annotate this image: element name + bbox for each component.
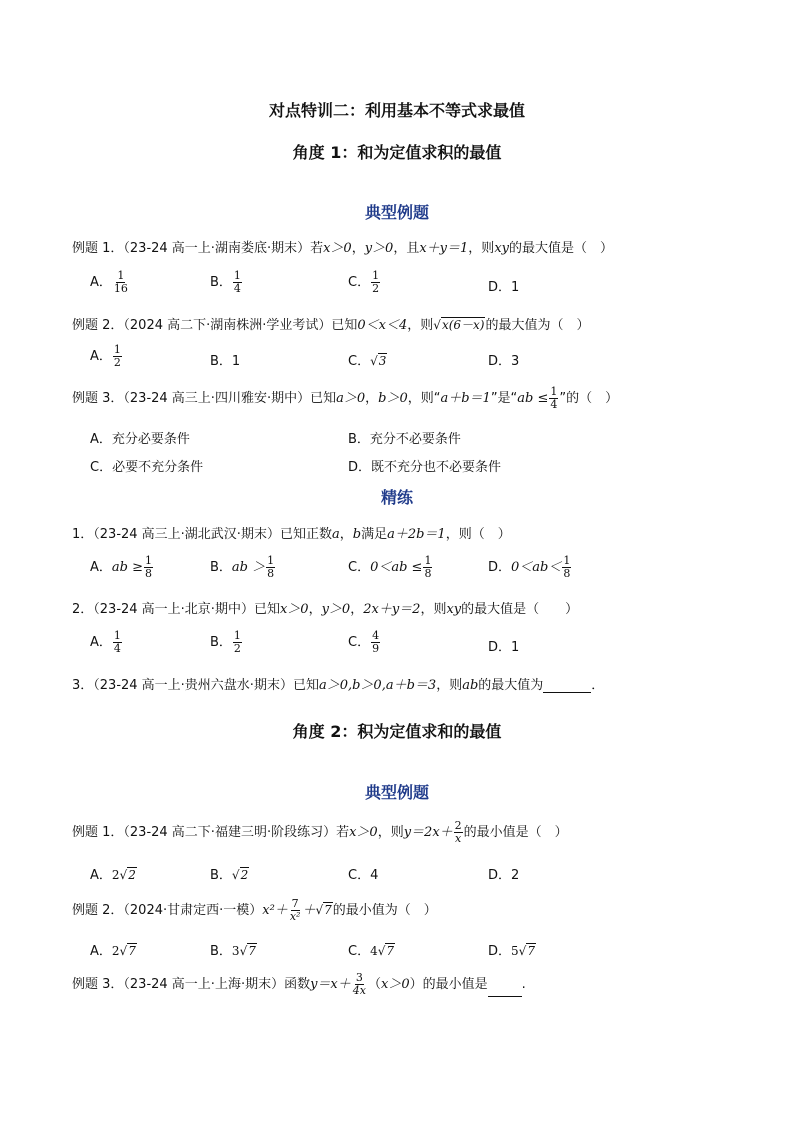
option-a: [90, 344, 123, 369]
a2-example-3: [72, 972, 526, 997]
question-text: 的最大值为: [478, 678, 544, 693]
option-label: D．: [488, 640, 512, 655]
math: a＞0: [336, 391, 366, 406]
coefficient: 5: [511, 944, 519, 958]
math: 2x＋y＝2: [363, 602, 421, 617]
question-text: 1．（23-24 高三上·湖北武汉·期末）已知正数: [72, 527, 332, 542]
math: y＝x＋: [310, 977, 351, 992]
practice-1: [72, 523, 511, 542]
option-b: [210, 350, 240, 369]
option-c: [348, 350, 387, 369]
option-text: 充分必要条件: [111, 432, 190, 447]
option-a: [90, 864, 137, 883]
a1-example-1: [72, 237, 613, 256]
option-d: [488, 276, 519, 295]
option-label: C．: [348, 354, 371, 369]
numerator: 1: [113, 343, 121, 356]
denominator: 8: [145, 567, 153, 580]
question-text: ，且: [393, 241, 420, 256]
option-a: [90, 555, 154, 580]
math: b＞0: [378, 391, 408, 406]
math: y＞0: [321, 602, 351, 617]
fraction: [113, 344, 122, 369]
angle2-examples-heading: 典型例题: [364, 783, 429, 802]
radical: √2: [231, 868, 249, 882]
question-text: ，: [365, 391, 379, 406]
question-text: 满足: [361, 527, 388, 542]
option-d: [348, 456, 501, 475]
denominator: 2: [372, 282, 380, 295]
option-label: A．: [90, 944, 112, 959]
math: a＞0,b＞0,a＋b＝3: [318, 678, 437, 693]
option-label: B．: [210, 560, 232, 575]
question-text: ”是“: [490, 391, 518, 406]
radical: √7: [315, 903, 332, 917]
denominator: 8: [424, 567, 432, 580]
practice-heading: 精练: [380, 488, 413, 507]
numerator: 1: [563, 554, 571, 567]
question-text: 例题 3．（23-24 高三上·四川雅安·期中）已知: [72, 391, 337, 406]
coefficient: 4: [370, 944, 378, 958]
fraction: [562, 555, 571, 580]
fraction: [423, 555, 432, 580]
denominator: 16: [113, 282, 128, 295]
question-text: 例题 3．（23-24 高一上·上海·期末）函数: [72, 977, 311, 992]
radicand: 3: [378, 354, 387, 368]
question-text: ，: [350, 602, 364, 617]
a1-example-2: [72, 314, 590, 333]
option-text: 3: [511, 354, 520, 369]
math: x＞0: [349, 825, 378, 840]
radicand: 7: [386, 944, 395, 958]
denominator: 8: [267, 567, 275, 580]
option-text: 1: [511, 640, 520, 655]
fraction: [371, 270, 380, 295]
option-c: [90, 456, 203, 475]
math: ab ≥: [111, 560, 144, 575]
question-text: 例题 1．（23-24 高二下·福建三明·阶段练习）若: [72, 825, 350, 840]
answer-blank[interactable]: [543, 692, 591, 693]
radical: √x(6－x): [433, 318, 485, 332]
option-c: [348, 555, 433, 580]
question-text: ，则: [436, 678, 463, 693]
denominator: 8: [563, 567, 571, 580]
option-text: 必要不充分条件: [112, 460, 204, 475]
practice-2: [72, 598, 578, 617]
option-a: [90, 630, 123, 655]
option-b: [348, 428, 461, 447]
math: 0＜ab＜: [511, 560, 562, 575]
fraction: [352, 972, 367, 997]
math: x＞0: [380, 977, 410, 992]
option-d: [488, 636, 519, 655]
question-text: ，则: [420, 602, 447, 617]
numerator: 1: [233, 269, 241, 282]
question-text: ，则: [468, 241, 495, 256]
radical: 5√7: [511, 944, 535, 958]
option-label: C．: [348, 560, 371, 575]
math: x²＋: [262, 903, 288, 918]
fraction: [113, 630, 122, 655]
option-label: B．: [210, 868, 232, 883]
numerator: 3: [355, 971, 363, 984]
denominator: x²: [289, 910, 301, 923]
option-label: D．: [348, 460, 372, 475]
question-text: ，则“: [407, 391, 441, 406]
option-b: [210, 270, 243, 295]
numerator: 1: [145, 554, 153, 567]
option-label: A．: [90, 432, 112, 447]
option-a: [90, 428, 190, 447]
option-label: B．: [210, 354, 232, 369]
a2-example-2: [72, 898, 437, 923]
math: xy: [446, 602, 462, 617]
question-text: ，: [339, 527, 353, 542]
radicand: 7: [527, 944, 535, 958]
fraction: [371, 630, 380, 655]
question-text: 例题 2．（2024·甘肃定西·一模）: [72, 903, 263, 918]
question-text: 的最大值为（ ）: [485, 318, 590, 333]
option-label: B．: [210, 635, 232, 650]
math: ab ＞: [231, 560, 266, 575]
math: a: [331, 527, 340, 542]
radical: 3√7: [231, 944, 256, 958]
question-text: ，则: [407, 318, 434, 333]
question-text: ”的（ ）: [559, 391, 619, 406]
option-a: [90, 940, 137, 959]
option-label: D．: [488, 944, 512, 959]
radical: 2√7: [111, 944, 136, 958]
angle1-heading: 角度 1：和为定值求积的最值: [292, 143, 502, 162]
option-c: [348, 940, 395, 959]
option-b: [210, 940, 257, 959]
option-label: D．: [488, 280, 512, 295]
question-text: ，则: [377, 825, 404, 840]
option-c: [348, 630, 381, 655]
question-text: ，: [351, 241, 365, 256]
answer-blank[interactable]: [488, 996, 522, 997]
option-text: 充分不必要条件: [369, 432, 461, 447]
question-text: .: [521, 977, 526, 992]
option-label: C．: [348, 868, 371, 883]
fraction: [266, 555, 275, 580]
radicand: 7: [324, 903, 332, 917]
numerator: 7: [291, 897, 299, 910]
radicand: 7: [128, 944, 136, 958]
option-label: D．: [488, 868, 512, 883]
numerator: 1: [113, 629, 121, 642]
option-label: D．: [488, 354, 512, 369]
option-b: [210, 555, 276, 580]
coefficient: 2: [111, 944, 120, 958]
question-text: 例题 2．（2024 高二下·湖南株洲·学业考试）已知: [72, 318, 358, 333]
fraction: [113, 270, 129, 295]
radical: 4√7: [370, 944, 395, 958]
option-text: 2: [511, 868, 520, 883]
denominator: 2: [113, 356, 121, 369]
a2-example-1: [72, 820, 568, 845]
fraction: [233, 270, 242, 295]
option-label: A．: [90, 349, 112, 364]
question-text: 的最小值是（ ）: [463, 825, 568, 840]
math: b: [352, 527, 362, 542]
denominator: 2: [233, 642, 241, 655]
math: y＞0: [364, 241, 394, 256]
math: 0＜x＜4: [357, 318, 408, 333]
option-d: [488, 555, 572, 580]
option-label: B．: [348, 432, 370, 447]
question-text: ．: [591, 678, 605, 693]
numerator: 1: [117, 269, 125, 282]
question-text: 3．（23-24 高一上·贵州六盘水·期末）已知: [72, 678, 319, 693]
page-title: 对点特训二：利用基本不等式求最值: [268, 101, 525, 120]
denominator: x: [455, 832, 462, 845]
denominator: 9: [372, 642, 380, 655]
option-a: [90, 270, 130, 295]
radicand: 7: [248, 944, 256, 958]
option-c: [348, 864, 378, 883]
numerator: 1: [233, 629, 241, 642]
option-d: [488, 864, 519, 883]
option-b: [210, 864, 249, 883]
option-label: C．: [348, 944, 371, 959]
option-label: B．: [210, 275, 232, 290]
denominator: 4: [113, 642, 121, 655]
question-text: ，则（ ）: [445, 527, 511, 542]
practice-3: [72, 674, 604, 693]
option-label: C．: [348, 635, 371, 650]
numerator: 2: [454, 819, 462, 832]
question-text: 的最小值为（ ）: [332, 903, 437, 918]
option-label: B．: [210, 944, 232, 959]
math: a＋2b＝1: [387, 527, 446, 542]
option-label: C．: [90, 460, 113, 475]
option-label: A．: [90, 560, 112, 575]
question-text: 2．（23-24 高一上·北京·期中）已知: [72, 602, 280, 617]
option-text: 4: [370, 868, 379, 883]
denominator: 4: [233, 282, 241, 295]
math: ＋: [302, 903, 316, 918]
fraction: [454, 820, 463, 845]
coefficient: 2: [111, 868, 120, 882]
radical: 2√2: [111, 868, 136, 882]
numerator: 1: [372, 269, 380, 282]
angle2-heading: 角度 2：积为定值求和的最值: [292, 722, 502, 741]
option-text: 1: [231, 354, 241, 369]
math: x＋y＝1: [419, 241, 469, 256]
option-label: D．: [488, 560, 512, 575]
math: x＞0: [279, 602, 309, 617]
math: xy: [494, 241, 509, 256]
option-d: [488, 350, 519, 369]
numerator: 1: [424, 554, 432, 567]
option-label: A．: [90, 868, 112, 883]
math: x＞0: [323, 241, 352, 256]
radicand: x(6－x): [441, 318, 485, 332]
fraction: [233, 630, 242, 655]
option-label: A．: [90, 275, 112, 290]
denominator: 4x: [352, 984, 366, 997]
option-label: C．: [348, 275, 371, 290]
question-text: ）的最小值是: [409, 977, 488, 992]
math: ab ≤: [517, 391, 549, 406]
math: ab: [462, 678, 479, 693]
option-d: [488, 940, 536, 959]
math: a＋b＝1: [440, 391, 491, 406]
radicand: 2: [128, 868, 136, 882]
option-text: 既不充分也不必要条件: [371, 460, 502, 475]
a1-example-3: [72, 386, 618, 411]
math: 0＜ab ≤: [370, 560, 423, 575]
angle1-examples-heading: 典型例题: [364, 203, 429, 222]
fraction: [289, 898, 302, 923]
question-text: 的最大值是（ ）: [509, 241, 614, 256]
fraction: [144, 555, 153, 580]
option-label: A．: [90, 635, 112, 650]
question-text: （: [367, 977, 381, 992]
denominator: 4: [550, 398, 558, 411]
coefficient: 3: [231, 944, 240, 958]
question-text: ，: [308, 602, 322, 617]
radical: √3: [370, 354, 387, 368]
option-text: 1: [511, 280, 520, 295]
option-b: [210, 630, 243, 655]
question-text: 的最大值是（ ）: [461, 602, 579, 617]
numerator: 1: [267, 554, 275, 567]
question-text: 例题 1．（23-24 高一上·湖南娄底·期末）若: [72, 241, 324, 256]
option-c: [348, 270, 381, 295]
numerator: 4: [372, 629, 380, 642]
math: y＝2x＋: [403, 825, 453, 840]
numerator: 1: [550, 385, 558, 398]
radicand: 2: [240, 868, 249, 882]
fraction: [549, 386, 558, 411]
